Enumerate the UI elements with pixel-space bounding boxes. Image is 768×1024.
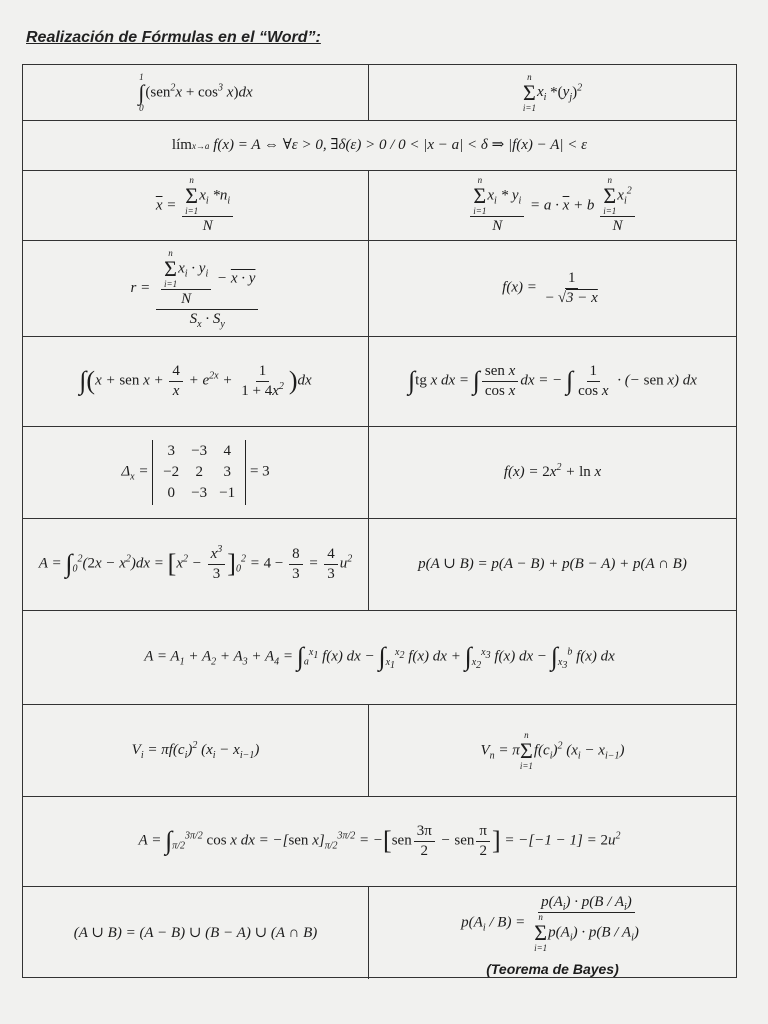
formula-volume-element: $V_i = \pi f(c_i)^2$ $(x_i - x_{i-1})$ [23,705,369,796]
table-row [23,65,736,121]
formula-volume-sum: $V_n = \pi$ n Σ i=1 $f(c_i)^2$ $(x_i - x_{i-1})$ [480,729,625,771]
table-row [23,519,736,611]
formula-function-log: $f(x) = 2x^2 + \ln x$ [503,462,602,481]
table-row [23,171,736,241]
formula-bayes: $p(A_i / B)$ = $p(A_i) \cdot p(B / A_i)$ n Σ i=1 $p(A_i) \cdot p(B / A_i)$ (Teorema de Bayes) [369,887,736,979]
formula-indefinite-integral-sum: ∫(x + sen x + $\frac{4}{x}$ + $e^{2x}$ + $\frac{1}{1 + 4x^2}$ )dx [23,337,369,426]
formula-regression-normal-equation: n Σ i=1 $x_i * y_i$ N = $a \cdot \overline{x} + b$ n Σ i=1 $x_i^2$ N [369,171,736,240]
formula-definite-integral-trig: 1 ∫ 0 $(sen^2x + \cos^3 x)dx$ [23,65,369,120]
formula-function-root: f(x) = $\frac{1}{- √3 - x}$ [502,270,598,306]
table-row [23,121,736,171]
formula-area-integral: $A = \int_0^2(2x - x^2)dx = [x^2$ − $\frac{x^3}{3}$ ]$_0^2 = 4$ − $\frac{8}{3}$ = $\frac{4}{3}$ $u^2$ [23,519,369,610]
table-row [23,241,736,337]
table-row [23,427,736,519]
table-row [23,611,736,705]
formula-weighted-mean: $\overline{x}$ = n Σ i=1 $x_i$ $*n_i$ N [23,171,369,240]
formula-cosine-area: $A = \int_{\pi/2}^{3\pi/2}$ cos x dx = −[sen $x]_{\pi/2}^{3\pi/2} = -[sen$ $\frac{3\pi}{2}$ − sen $\frac{\pi}{2}$ ] = $-[-1 - 1] = 2u^2$ [138,823,621,859]
table-row [23,705,736,797]
formula-set-union: (A ∪ B) = (A − B) ∪ (B − A) ∪ (A ∩ B) [23,887,369,979]
bayes-theorem-label: (Teorema de Bayes) [486,961,619,977]
formula-summation-squared: n Σ i=1 $x_i$ $*(y_j)^2$ [522,71,583,113]
page-heading: Realización de Fórmulas en el “Word”: [26,29,321,46]
formula-probability-union: p(A ∪ B) = p(A − B) + p(B − A) + p(A ∩ B) [418,556,687,573]
formula-determinant: $\Delta_x$ = 3 −3 4 −2 2 3 0 −3 −1 = 3 [23,427,369,518]
table-row [23,337,736,427]
table-row [23,797,736,887]
table-row [23,887,736,979]
formula-correlation-coefficient: r = n Σ i=1 $x_i \cdot y_i$ N − x · y $S_x \cdot S_y$ [23,241,369,336]
formula-table [22,64,737,978]
formula-tangent-integral: ∫tg x dx = ∫ $\frac{\text{sen x}}{\text{cos x}}$ dx = − ∫ $\frac{1}{\text{cos x}}$ · (− sen x) dx [408,363,697,399]
formula-limit-definition: límx→a f(x) = A ⇔ ∀ε > 0, ∃δ(ε) > 0 / 0 < |x − a| < δ ⇒ |f(x) − A| < ε [171,137,588,154]
formula-area-sum-integrals: $A = A_1 + A_2 + A_3 + A_4 = \int_a^{x_1}$ f(x) dx − $\int_{x_1}^{x_2}$ f(x) dx + $\int_{x_2}^{x_3}$ f(x) dx − $\int_{x_3}^b$ f(x) dx [144,642,615,672]
